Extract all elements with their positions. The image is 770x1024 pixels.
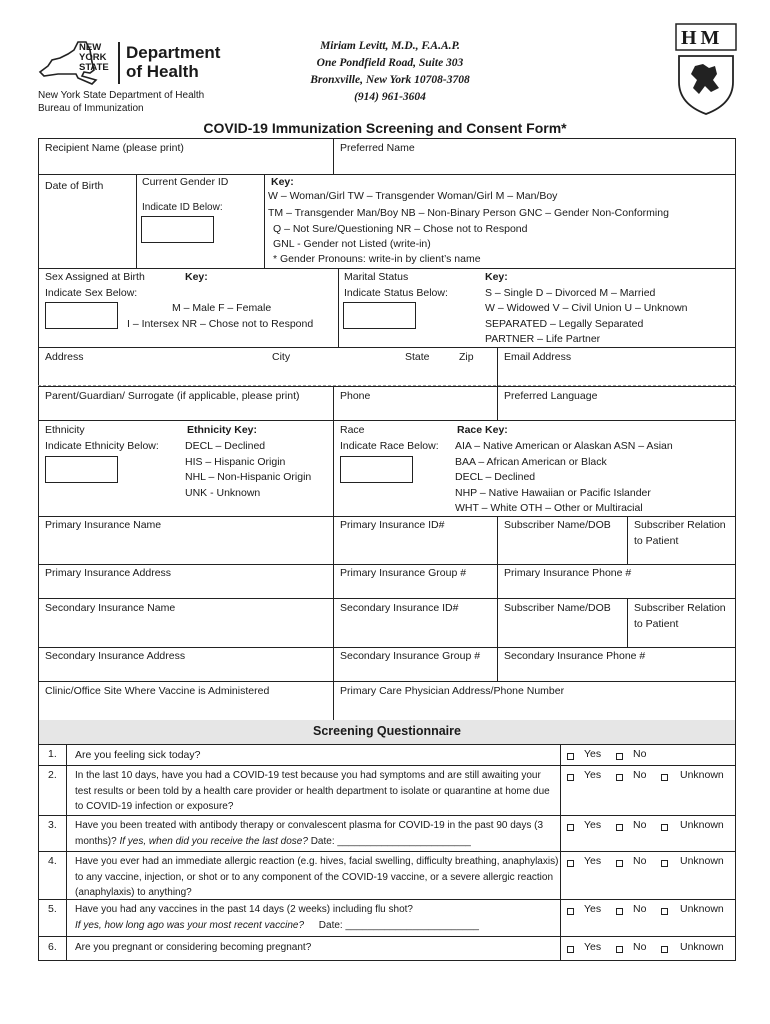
race-label: Race <box>340 424 365 436</box>
primary-insurance-group-label: Primary Insurance Group # <box>340 567 467 579</box>
date-blank[interactable]: Date: ________________________ <box>318 919 479 931</box>
form-title: COVID-19 Immunization Screening and Consent Form* <box>203 120 567 136</box>
indicate-status-label: Indicate Status Below: <box>344 287 448 299</box>
guardian-label: Parent/Guardian/ Surrogate (if applicable, please print) <box>45 390 300 402</box>
subscriber-name-dob-2-label: Subscriber Name/DOB <box>504 602 611 614</box>
practice-crest <box>675 18 737 116</box>
secondary-insurance-phone-label: Secondary Insurance Phone # <box>504 650 646 662</box>
ethnicity-key-line1: DECL – Declined <box>185 440 266 452</box>
marital-key-line2: W – Widowed V – Civil Union U – Unknown <box>485 302 688 314</box>
yes-label: Yes <box>584 941 602 953</box>
question-text: Are you feeling sick today? <box>75 749 201 761</box>
ethnicity-key-title: Ethnicity Key: <box>187 424 258 436</box>
q2-no-checkbox[interactable] <box>616 774 623 781</box>
q3-no-checkbox[interactable] <box>616 824 623 831</box>
ethnicity-key-line4: UNK - Unknown <box>185 487 261 499</box>
yes-label: Yes <box>584 819 602 831</box>
race-key-title: Race Key: <box>457 424 508 436</box>
q6-unknown-checkbox[interactable] <box>661 946 668 953</box>
doctor-phone: (914) 961-3604 <box>354 91 426 103</box>
clinic-site-label: Clinic/Office Site Where Vaccine is Administered <box>45 685 270 697</box>
pcp-address-label: Primary Care Physician Address/Phone Number <box>340 685 565 697</box>
question-number: 2. <box>48 769 57 781</box>
q2-unknown-checkbox[interactable] <box>661 774 668 781</box>
q5-yes-checkbox[interactable] <box>567 908 574 915</box>
question-number: 3. <box>48 819 57 831</box>
marital-key-title: Key: <box>485 271 508 283</box>
race-key-line2: BAA – African American or Black <box>455 456 607 468</box>
gender-id-label: Current Gender ID <box>142 176 229 188</box>
unknown-label: Unknown <box>680 941 724 953</box>
q5-no-checkbox[interactable] <box>616 908 623 915</box>
question-followup-text: If yes, how long ago was your most recent vaccine? <box>75 919 305 931</box>
question-number: 4. <box>48 855 57 867</box>
subscriber-relation-1a: Subscriber Relation <box>634 519 726 531</box>
question-text <box>75 818 559 849</box>
logo-state: STATE <box>79 62 109 73</box>
preferred-name-label: Preferred Name <box>340 142 415 154</box>
question-main-text: Have you had any vaccines in the past 14 days (2 weeks) including flu shot? <box>75 904 413 915</box>
questionnaire-title: Screening Questionnaire <box>313 724 461 738</box>
q3-yes-checkbox[interactable] <box>567 824 574 831</box>
email-label: Email Address <box>504 351 572 363</box>
secondary-insurance-name-label: Secondary Insurance Name <box>45 602 176 614</box>
no-label: No <box>633 769 647 781</box>
subscriber-relation-2b: to Patient <box>634 618 679 630</box>
marital-status-input[interactable] <box>343 302 416 329</box>
secondary-insurance-address-label: Secondary Insurance Address <box>45 650 186 662</box>
indicate-ethnicity-label: Indicate Ethnicity Below: <box>45 440 159 452</box>
question-number: 5. <box>48 903 57 915</box>
ethnicity-input[interactable] <box>45 456 118 483</box>
sex-input[interactable] <box>45 302 118 329</box>
secondary-insurance-id-label: Secondary Insurance ID# <box>340 602 459 614</box>
marital-key-line4: PARTNER – Life Partner <box>485 333 601 345</box>
logo-york: YORK <box>79 52 107 63</box>
no-label: No <box>633 855 647 867</box>
doctor-address-1: One Pondfield Road, Suite 303 <box>316 57 464 69</box>
indicate-race-label: Indicate Race Below: <box>340 440 439 452</box>
q3-unknown-checkbox[interactable] <box>661 824 668 831</box>
race-key-line5: WHT – White OTH – Other or Multiracial <box>455 502 643 514</box>
marital-status-label: Marital Status <box>344 271 409 283</box>
marital-key-line1: S – Single D – Divorced M – Married <box>485 287 656 299</box>
race-key-line3: DECL – Declined <box>455 471 536 483</box>
unknown-label: Unknown <box>680 855 724 867</box>
gender-key-line4: GNL - Gender not Listed (write-in) <box>273 238 431 250</box>
question-text: In the last 10 days, have you had a COVID-19 test because you had symptoms and are still awaiting your test results or been told by a health care provider or health department to isolate or quarantine at home due to COVID-19 infection or exposure? <box>75 770 550 813</box>
race-input[interactable] <box>340 456 413 483</box>
yes-label: Yes <box>584 748 602 760</box>
yes-label: Yes <box>584 855 602 867</box>
question-followup-text: If yes, when did you receive the last dose? <box>119 835 308 847</box>
marital-key-line3: SEPARATED – Legally Separated <box>485 318 644 330</box>
primary-insurance-name-label: Primary Insurance Name <box>45 519 162 531</box>
city-label: City <box>272 351 291 363</box>
primary-insurance-phone-label: Primary Insurance Phone # <box>504 567 632 579</box>
sex-key-line2: I – Intersex NR – Chose not to Respond <box>127 318 314 330</box>
question-text: Are you pregnant or considering becoming pregnant? <box>75 942 312 953</box>
dob-label: Date of Birth <box>45 180 104 192</box>
q4-unknown-checkbox[interactable] <box>661 860 668 867</box>
address-label: Address <box>45 351 84 363</box>
sex-assigned-label: Sex Assigned at Birth <box>45 271 145 283</box>
indicate-id-label: Indicate ID Below: <box>142 202 223 213</box>
preferred-language-label: Preferred Language <box>504 390 598 402</box>
sex-key-title: Key: <box>185 271 208 283</box>
unknown-label: Unknown <box>680 819 724 831</box>
q1-yes-checkbox[interactable] <box>567 753 574 760</box>
state-label: State <box>405 351 430 363</box>
question-number: 6. <box>48 941 57 953</box>
q5-unknown-checkbox[interactable] <box>661 908 668 915</box>
secondary-insurance-group-label: Secondary Insurance Group # <box>340 650 481 662</box>
race-key-line1: AIA – Native American or Alaskan ASN – Asian <box>455 440 673 452</box>
gender-key-line2: TM – Transgender Man/Boy NB – Non-Binary Person GNC – Gender Non-Conforming <box>268 207 669 219</box>
subscriber-name-dob-1-label: Subscriber Name/DOB <box>504 519 611 531</box>
question-number: 1. <box>48 748 57 760</box>
gender-key-line3: Q – Not Sure/Questioning NR – Chose not to Respond <box>273 223 528 235</box>
no-label: No <box>633 748 647 760</box>
date-blank[interactable]: Date: ________________________ <box>310 835 471 847</box>
agency-line1: New York State Department of Health <box>38 90 205 101</box>
doctor-address-2: Bronxville, New York 10708-3708 <box>310 74 470 86</box>
ethnicity-key-line2: HIS – Hispanic Origin <box>185 456 286 468</box>
q6-no-checkbox[interactable] <box>616 946 623 953</box>
yes-label: Yes <box>584 769 602 781</box>
no-label: No <box>633 819 647 831</box>
no-label: No <box>633 941 647 953</box>
q1-no-checkbox[interactable] <box>616 753 623 760</box>
zip-label: Zip <box>459 351 474 363</box>
question-main-text: Have you been treated with antibody therapy or convalescent plasma for COVID-19 in the past 90 days (3 months)? <box>75 820 544 847</box>
question-text: Have you ever had an immediate allergic reaction (e.g. hives, facial swelling, difficulty breathing, anaphylaxis) to any vaccine, injection, or shot or to any component of the COVID-19 vaccine, or a severe allergic reaction (anaphylaxis) to anything? <box>75 856 559 899</box>
q6-yes-checkbox[interactable] <box>567 946 574 953</box>
phone-label: Phone <box>340 390 371 402</box>
q4-yes-checkbox[interactable] <box>567 860 574 867</box>
doctor-name: Miriam Levitt, M.D., F.A.A.P. <box>320 40 460 52</box>
gender-key-line1: W – Woman/Girl TW – Transgender Woman/Girl M – Man/Boy <box>268 190 558 202</box>
unknown-label: Unknown <box>680 903 724 915</box>
doctor-info <box>290 38 490 106</box>
gender-key-title: Key: <box>271 176 294 188</box>
yes-label: Yes <box>584 903 602 915</box>
race-key-line4: NHP – Native Hawaiian or Pacific Islander <box>455 487 651 499</box>
subscriber-relation-1b: to Patient <box>634 535 679 547</box>
primary-insurance-address-label: Primary Insurance Address <box>45 567 172 579</box>
question-text <box>75 902 559 933</box>
gender-id-input[interactable] <box>141 216 214 243</box>
q4-no-checkbox[interactable] <box>616 860 623 867</box>
sex-key-line1: M – Male F – Female <box>172 302 272 314</box>
recipient-name-label: Recipient Name (please print) <box>45 142 184 154</box>
q2-yes-checkbox[interactable] <box>567 774 574 781</box>
dept-line1: Department <box>126 43 221 62</box>
unknown-label: Unknown <box>680 769 724 781</box>
gender-key-line5: * Gender Pronouns: write-in by client’s name <box>273 253 481 265</box>
nys-logo <box>38 40 228 90</box>
crest-letters: HM <box>681 27 724 49</box>
logo-new: NEW <box>79 42 102 53</box>
subscriber-relation-2a: Subscriber Relation <box>634 602 726 614</box>
dept-line2: of Health <box>126 62 199 81</box>
agency-line2: Bureau of Immunization <box>38 103 144 114</box>
ethnicity-key-line3: NHL – Non-Hispanic Origin <box>185 471 312 483</box>
indicate-sex-label: Indicate Sex Below: <box>45 287 138 299</box>
no-label: No <box>633 903 647 915</box>
ethnicity-label: Ethnicity <box>45 424 85 436</box>
primary-insurance-id-label: Primary Insurance ID# <box>340 519 445 531</box>
